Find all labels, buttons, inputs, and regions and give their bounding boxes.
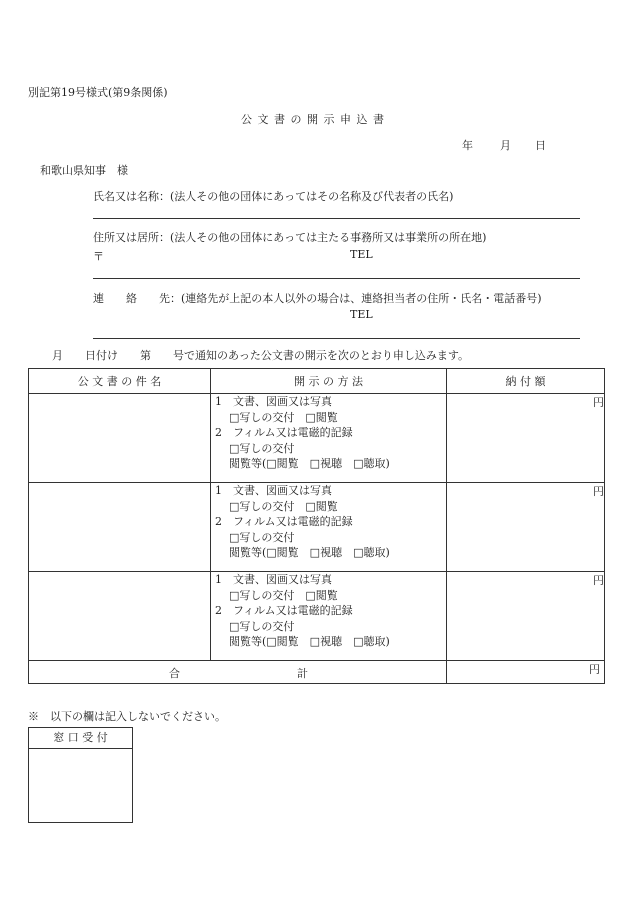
total-label-first: 合: [169, 667, 180, 680]
yen-unit: 円: [593, 574, 604, 587]
yen-unit: 円: [593, 396, 604, 409]
method-line-copy-view[interactable]: □写しの交付 □閲覧: [229, 410, 338, 424]
payment-amount-cell[interactable]: [447, 483, 605, 572]
method-line-film: 2 フィルム又は電磁的記録: [215, 426, 353, 439]
table-row: [29, 394, 605, 483]
yen-unit: 円: [593, 485, 604, 498]
method-line-copy[interactable]: □写しの交付: [229, 441, 295, 455]
date-month: 月: [500, 139, 511, 152]
method-line-viewing-options[interactable]: 閲覧等(□閲覧 □視聴 □聴取): [229, 635, 390, 648]
postal-mark: 〒: [93, 250, 104, 263]
disclosure-method-cell[interactable]: [211, 572, 447, 661]
document-title: 公 文 書 の 開 示 申 込 書: [241, 113, 385, 126]
address-tel-label: TEL: [350, 248, 373, 261]
total-row: [29, 661, 605, 684]
total-label-second: 計: [297, 667, 308, 680]
total-amount-cell[interactable]: [447, 661, 605, 684]
date-year: 年: [462, 139, 473, 152]
method-line-copy-view[interactable]: □写しの交付 □閲覧: [229, 588, 338, 602]
name-field-line[interactable]: [93, 218, 580, 219]
method-line-copy[interactable]: □写しの交付: [229, 619, 295, 633]
method-line-copy-view[interactable]: □写しの交付 □閲覧: [229, 499, 338, 513]
contact-field-line[interactable]: [93, 338, 580, 339]
date-day: 日: [535, 139, 546, 152]
contact-label: 連 絡 先：(連絡先が上記の本人以外の場合は、連絡担当者の住所・氏名・電話番号): [93, 292, 542, 305]
method-line-copy[interactable]: □写しの交付: [229, 530, 295, 544]
address-label: 住所又は居所：(法人その他の団体にあっては主たる事務所又は事業所の所在地): [93, 231, 487, 244]
form-number: 別記第19号様式(第9条関係): [28, 86, 168, 99]
document-subject-cell[interactable]: [29, 483, 211, 572]
payment-amount-cell[interactable]: [447, 572, 605, 661]
reception-box-header: 窓 口 受 付: [29, 728, 132, 749]
table-row: [29, 483, 605, 572]
table-header-row: [29, 369, 605, 394]
method-line-documents: 1 文書、図画又は写真: [215, 484, 332, 497]
request-table: [28, 368, 605, 684]
method-line-documents: 1 文書、図画又は写真: [215, 395, 332, 408]
document-subject-cell[interactable]: [29, 394, 211, 483]
name-label: 氏名又は名称：(法人その他の団体にあってはその名称及び代表者の氏名): [93, 190, 454, 203]
method-line-viewing-options[interactable]: 閲覧等(□閲覧 □視聴 □聴取): [229, 457, 390, 470]
document-subject-cell[interactable]: [29, 572, 211, 661]
header-document-subject: 公 文 書 の 件 名: [29, 369, 211, 394]
header-payment-amount: 納 付 額: [447, 369, 605, 394]
addressee: 和歌山県知事 様: [40, 164, 128, 177]
method-line-film: 2 フィルム又は電磁的記録: [215, 604, 353, 617]
method-line-film: 2 フィルム又は電磁的記録: [215, 515, 353, 528]
total-label-cell: [29, 661, 447, 684]
method-line-documents: 1 文書、図画又は写真: [215, 573, 332, 586]
disclosure-method-cell[interactable]: [211, 394, 447, 483]
total-yen-unit: 円: [589, 663, 600, 676]
office-use-note: ※ 以下の欄は記入しないでください。: [28, 710, 226, 723]
payment-amount-cell[interactable]: [447, 394, 605, 483]
contact-tel-label: TEL: [350, 308, 373, 321]
reception-stamp-box: [28, 727, 133, 823]
intro-sentence: 月 日付け 第 号で通知のあった公文書の開示を次のとおり申し込みます。: [52, 349, 470, 362]
table-row: [29, 572, 605, 661]
method-line-viewing-options[interactable]: 閲覧等(□閲覧 □視聴 □聴取): [229, 546, 390, 559]
disclosure-method-cell[interactable]: [211, 483, 447, 572]
header-disclosure-method: 開 示 の 方 法: [211, 369, 447, 394]
address-field-line[interactable]: [93, 278, 580, 279]
